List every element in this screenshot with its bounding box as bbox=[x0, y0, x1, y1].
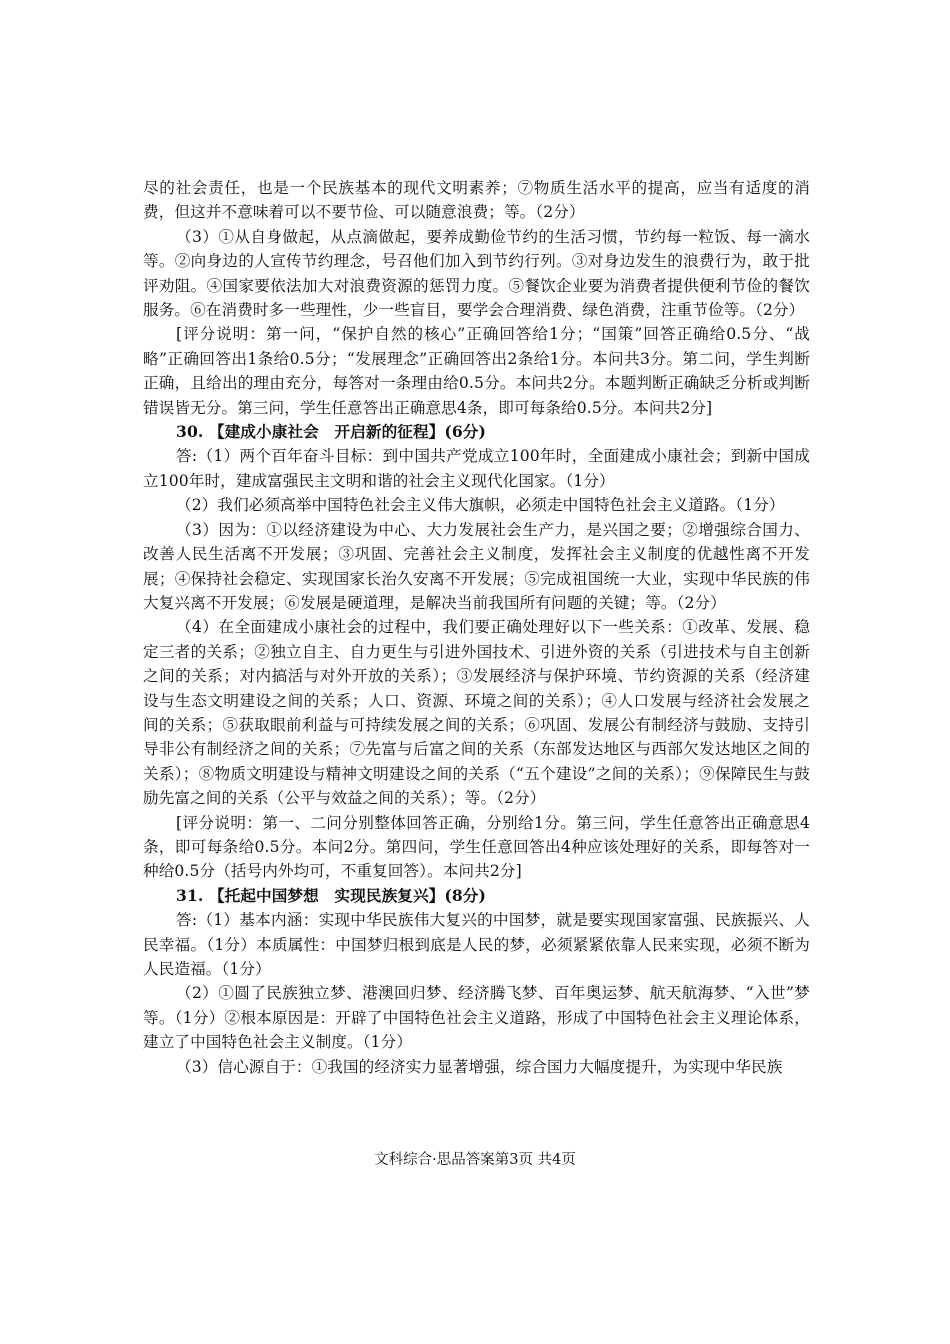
paragraph-q30-part3: （3）因为：①以经济建设为中心、大力发展社会生产力，是兴国之要；②增强综合国力、改善人民生活离不开发展；③巩固、完善社会主义制度，发挥社会主义制度的优越性离不开发展；④保持社会稳定、实现国家长治久安离不开发展；⑤完成祖国统一大业，实现中华民族的伟大复兴离不开发展；⑥发展是硬道理，是解决当前我国所有问题的关键；等。（2分） bbox=[143, 520, 810, 612]
scoring-note-q30: [评分说明：第一、二问分别整体回答正确，分别给1分。第三问，学生任意答出正确意思4条，即可每条给0.5分。本问2分。第四问，学生任意回答出4种应该处理好的关系，即每答对一种给0.5分（括号内外均可，不重复回答）。本问共2分] bbox=[143, 813, 810, 881]
question-31-heading: 31. 【托起中国梦想 实现民族复兴】(8分) bbox=[176, 885, 486, 905]
paragraph-q31-part1: 答:（1）基本内涵：实现中华民族伟大复兴的中国梦，就是要实现国家富强、民族振兴、人民幸福。（1分）本质属性：中国梦归根到底是人民的梦，必须紧紧依靠人民来实现，必须不断为人民造福。（1分） bbox=[143, 911, 810, 978]
paragraph-q29-part3: （3）①从自身做起，从点滴做起，要养成勤俭节约的生活习惯，节约每一粒饭、每一滴水等。②向身边的人宣传节约理念，号召他们加入到节约行列。③对身边发生的浪费行为，敢于批评劝阻。④国家要依法加大对浪费资源的惩罚力度。⑤餐饮企业要为消费者提供便利节俭的餐饮服务。⑥在消费时多一些理性，少一些盲目，要学会合理消费、绿色消费，注重节俭等。（2分） bbox=[143, 227, 810, 320]
paragraph-continuation: 尽的社会责任，也是一个民族基本的现代文明素养；⑦物质生活水平的提高，应当有适度的消费，但这并不意味着可以不要节俭、可以随意浪费；等。（2分） bbox=[143, 179, 810, 222]
paragraph-q30-part1: 答:（1）两个百年奋斗目标：到中国共产党成立100年时，全面建成小康社会；到新中国成立100年时，建成富强民主文明和谐的社会主义现代化国家。（1分） bbox=[143, 447, 810, 490]
paragraph-q31-part3: （3）信心源自于：①我国的经济实力显著增强，综合国力大幅度提升，为实现中华民族 bbox=[176, 1057, 783, 1076]
paragraph-q31-part2: （2）①圆了民族独立梦、港澳回归梦、经济腾飞梦、百年奥运梦、航天航海梦、“入世”梦等。（1分）②根本原因是：开辟了中国特色社会主义道路，形成了中国特色社会主义理论体系，建立了中国特色社会主义制度。（1分） bbox=[143, 984, 810, 1052]
question-30-heading: 30. 【建成小康社会 开启新的征程】(6分) bbox=[176, 422, 486, 442]
scoring-note-q29: [评分说明：第一问，“保护自然的核心”正确回答给1分；“国策”回答正确给0.5分、“战略”正确回答出1条给0.5分；“发展理念”正确回答出2条给1分。本问共3分。第二问，学生判断正确，且给出的理由充分，每答对一条理由给0.5分。本问共2分。本题判断正确缺乏分析或判断错误皆无分。第三问，学生任意答出正确意思4条，即可每条给0.5分。本问共2分] bbox=[143, 325, 810, 417]
answer-text-body bbox=[143, 176, 810, 1079]
page-footer: 文科综合·思品答案第3页 共4页 bbox=[374, 1152, 576, 1168]
paragraph-q30-part2: （2）我们必须高举中国特色社会主义伟大旗帜，必须走中国特色社会主义道路。（1分） bbox=[176, 496, 785, 515]
paragraph-q30-part4: （4）在全面建成小康社会的过程中，我们要正确处理好以下一些关系：①改革、发展、稳定三者的关系；②独立自主、自力更生与引进外国技术、引进外资的关系（引进技术与自主创新之间的关系；对内搞活与对外开放的关系）；③发展经济与保护环境、节约资源的关系（经济建设与生态文明建设之间的关系；人口、资源、环境之间的关系）；④人口发展与经济社会发展之间的关系；⑤获取眼前利益与可持续发展之间的关系；⑥巩固、发展公有制经济与鼓励、支持引导非公有制经济之间的关系；⑦先富与后富之间的关系（东部发达地区与西部欠发达地区之间的关系）；⑧物质文明建设与精神文明建设之间的关系（“五个建设”之间的关系）；⑨保障民生与鼓励先富之间的关系（公平与效益之间的关系）；等。（2分） bbox=[143, 618, 810, 808]
